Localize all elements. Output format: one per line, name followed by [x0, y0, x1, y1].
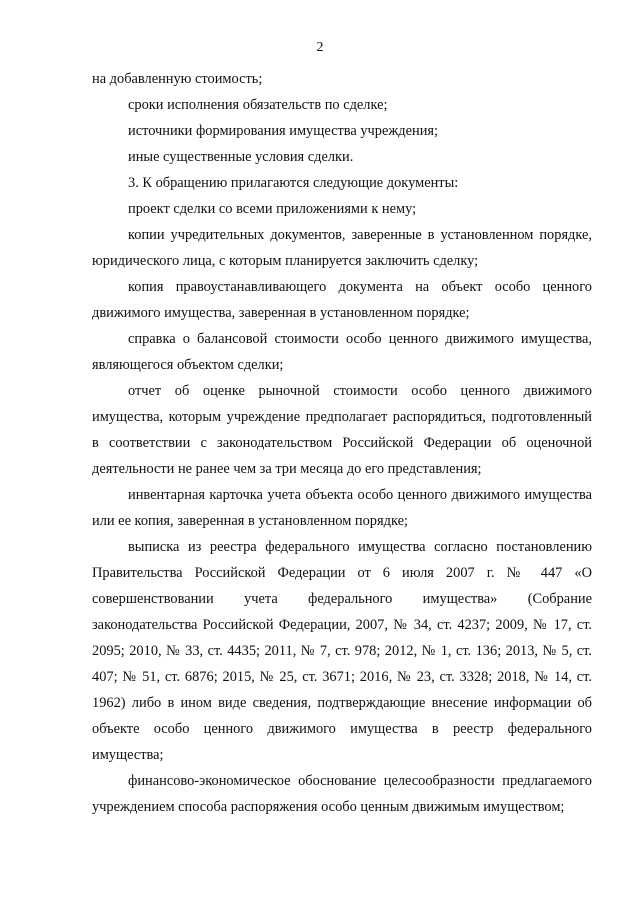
paragraph-balance-certificate: справка о балансовой стоимости особо ценного движимого имущества, являющегося объектом сделки; — [92, 331, 592, 373]
paragraph-constituent-documents: копии учредительных документов, заверенные в установленном порядке, юридического лица, с которым планируется заключить сделку; — [92, 227, 592, 269]
paragraph-registry-extract: выписка из реестра федерального имущества согласно постановлению Правительства Российской Федерации от 6 июля 2007 г. № 447 «О совершенствовании учета федерального имущества» (Собрание законодательства Российской Федерации, 2007, № 34, ст. 4237; 2009, № 17, ст. 2095; 2010, № 33, ст. 4435; 2011, № 7, ст. 978; 2012, № 1, ст. 136; 2013, № 5, ст. 407; № 51, ст. 6876; 2015, № 25, ст. 3671; 2016, № 23, ст. 3328; 2018, № 14, ст. 1962) либо в ином виде сведения, подтверждающие внесение информации об объекте особо ценного движимого имущества в реестр федерального имущества; — [92, 539, 592, 763]
paragraph-title-document: копия правоустанавливающего документа на объект особо ценного движимого имущества, заверенная в установленном порядке; — [92, 279, 592, 321]
paragraph-attached-documents-heading: 3. К обращению прилагаются следующие документы: — [128, 175, 459, 191]
paragraph-funding-sources: источники формирования имущества учреждения; — [128, 123, 439, 139]
paragraph-vat-continuation: на добавленную стоимость; — [92, 71, 263, 87]
paragraph-valuation-report: отчет об оценке рыночной стоимости особо ценного движимого имущества, которым учреждение предполагает распорядиться, подготовленный в соответствии с законодательством Российской Федерации об оценочной деятельности не ранее чем за три месяца до его представления; — [92, 383, 592, 477]
page-number: 2 — [316, 40, 324, 55]
paragraph-feasibility-study: финансово-экономическое обоснование целесообразности предлагаемого учреждением способа распоряжения особо ценным движимым имуществом; — [92, 773, 592, 815]
paragraph-deadlines: сроки исполнения обязательств по сделке; — [128, 97, 388, 113]
paragraph-draft-deal: проект сделки со всеми приложениями к нему; — [128, 201, 417, 217]
paragraph-other-conditions: иные существенные условия сделки. — [128, 149, 354, 165]
document-body — [92, 66, 592, 820]
paragraph-inventory-card: инвентарная карточка учета объекта особо ценного движимого имущества или ее копия, заверенная в установленном порядке; — [92, 487, 592, 529]
